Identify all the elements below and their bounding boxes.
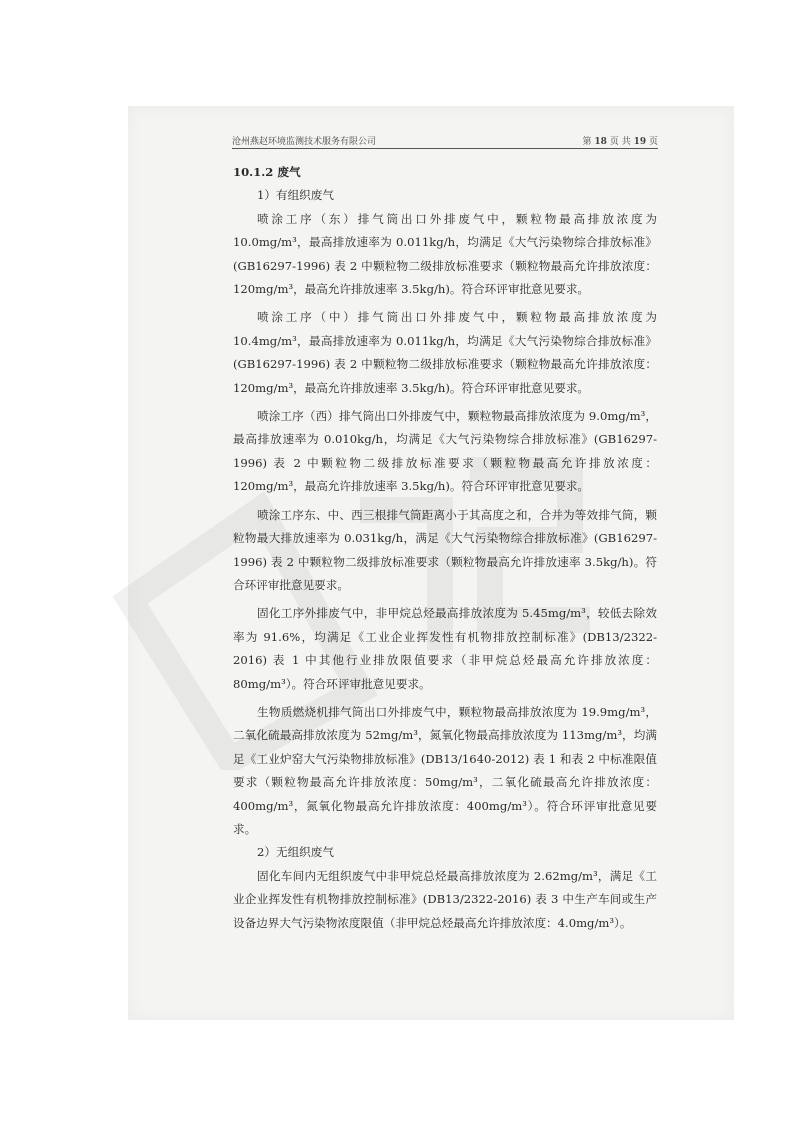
document-body — [233, 161, 657, 935]
subsection-organized: 1）有组织废气 — [257, 188, 334, 203]
page-number: 第 18 页 共 19 页 — [582, 137, 658, 147]
paragraph: 喷涂工序（东）排气筒出口外排废气中，颗粒物最高排放浓度为 10.0mg/m³，最高排放速率为 0.011kg/h，均满足《大气污染物综合排放标准》(GB16297-1996) 表 2 中颗粒物二级排放标准要求（颗粒物最高允许排放浓度：120mg/m³，最高允许排放速率 3.5kg/h)。符合环评审批意见要求。 — [233, 211, 657, 297]
paragraph: 喷涂工序（中）排气筒出口外排废气中，颗粒物最高排放浓度为 10.4mg/m³，最高排放速率为 0.011kg/h，均满足《大气污染物综合排放标准》(GB16297-1996) 表 2 中颗粒物二级排放标准要求（颗粒物最高允许排放浓度：120mg/m³，最高允许排放速率 3.5kg/h)。符合环评审批意见要求。 — [233, 310, 657, 395]
section-title: 10.1.2 废气 — [233, 165, 301, 179]
page-header — [232, 128, 658, 149]
paragraph: 固化工序外排废气中，非甲烷总烃最高排放浓度为 5.45mg/m³，较低去除效率为 91.6%，均满足《工业企业挥发性有机物排放控制标准》(DB13/2322-2016) 表 1 中其他行业排放限值要求（非甲烷总烃最高允许排放浓度：80mg/m³）。符合环评审批意见要求。 — [233, 606, 657, 691]
paragraph: 生物质燃烧机排气筒出口外排废气中，颗粒物最高排放浓度为 19.9mg/m³，二氧化硫最高排放浓度为 52mg/m³，氮氧化物最高排放浓度为 113mg/m³，均满足《工业炉窑大气污染物排放标准》(DB13/1640-2012) 表 1 和表 2 中标准限值要求（颗粒物最高允许排放浓度：50mg/m³，二氧化硫最高允许排放浓度：400mg/m³，氮氧化物最高允许排放浓度：400mg/m³）。符合环评审批意见要求。 — [233, 704, 657, 836]
paragraph: 固化车间内无组织废气中非甲烷总烃最高排放浓度为 2.62mg/m³，满足《工业企业挥发性有机物排放控制标准》(DB13/2322-2016) 表 3 中生产车间或生产设备边界大气污染物浓度限值（非甲烷总烃最高允许排放浓度：4.0mg/m³）。 — [233, 868, 657, 930]
subsection-fugitive: 2）无组织废气 — [257, 845, 334, 860]
company-name: 沧州燕赵环境监测技术服务有限公司 — [232, 137, 377, 147]
paragraph: 喷涂工序（西）排气筒出口外排废气中，颗粒物最高排放浓度为 9.0mg/m³，最高排放速率为 0.010kg/h，均满足《大气污染物综合排放标准》(GB16297-1996) 表 2 中颗粒物二级排放标准要求（颗粒物最高允许排放浓度：120mg/m³，最高允许排放速率 3.5kg/h)。符合环评审批意见要求。 — [233, 409, 657, 494]
paragraph: 喷涂工序东、中、西三根排气筒距离小于其高度之和，合并为等效排气筒，颗粒物最大排放速率为 0.031kg/h，满足《大气污染物综合排放标准》(GB16297-1996) 表 2 中颗粒物二级排放标准要求（颗粒物最高允许排放速率 3.5kg/h)。符合环评审批意见要求。 — [233, 507, 657, 592]
